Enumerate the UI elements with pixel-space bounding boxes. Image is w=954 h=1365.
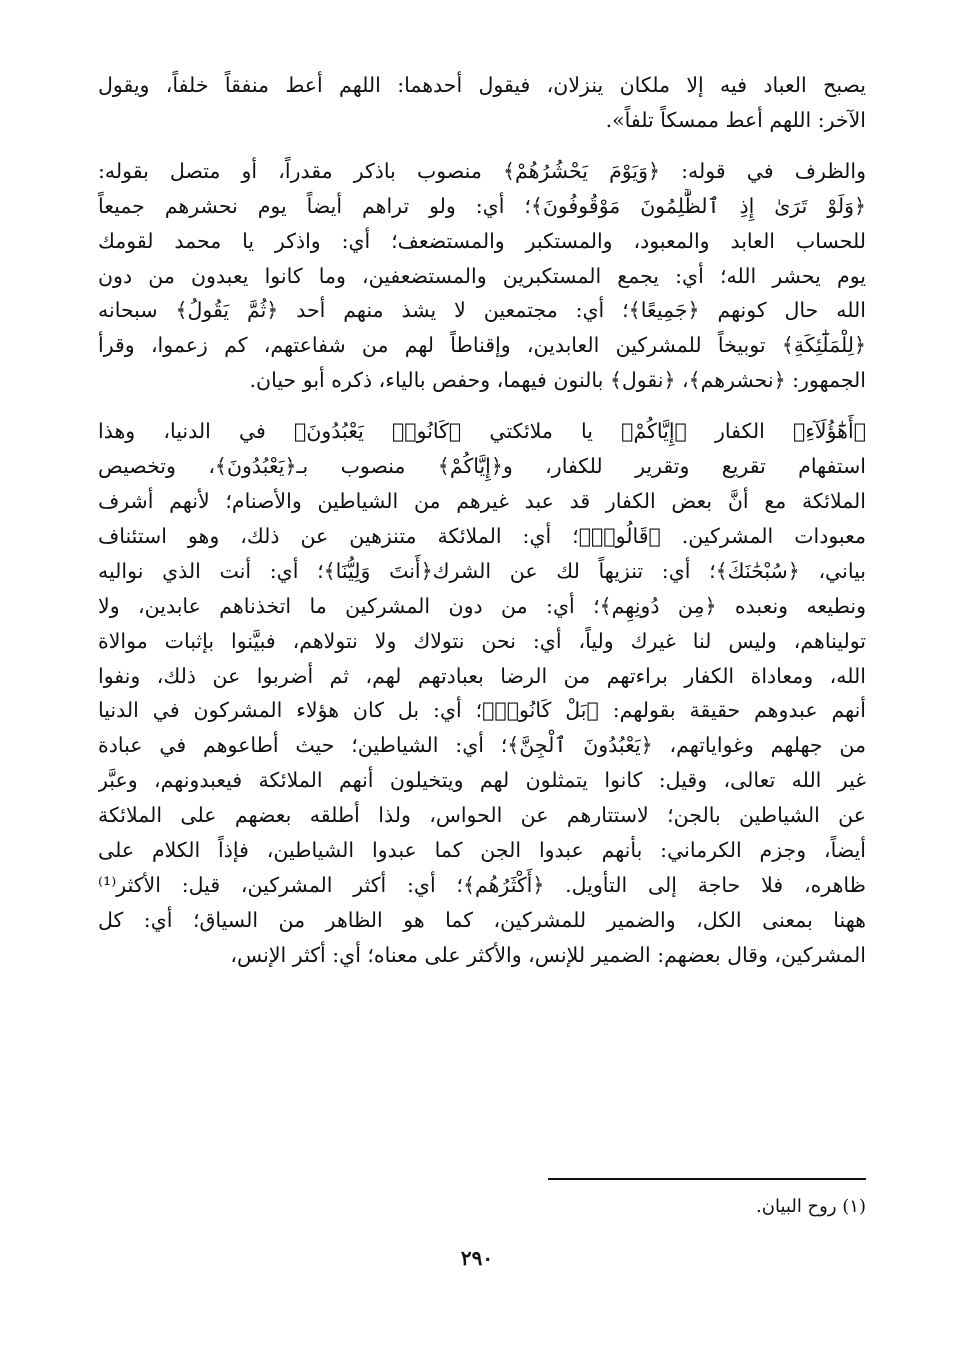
- text-line: ههنا بمعنى الكل، والضمير للمشركين، كما هو الظاهر من السياق؛ أي: كل: [98, 907, 866, 932]
- text-line: استفهام تقريع وتقرير للكفار، و﴿إِيَّاكُمْ﴾ منصوب بـ﴿يَعْبُدُونَ﴾، وتخصيص: [98, 454, 866, 479]
- text-line: يوم يحشر الله؛ أي: يجمع المستكبرين والمستضعفين، وما كانوا يعبدون من دون: [98, 263, 866, 288]
- text-line: ﴿أَهَٰٓؤُلَآءِ﴾ الكفار ﴿إِيَّاكُمْ﴾ يا ملائكتي ﴿كَانُوا۟ يَعْبُدُونَ﴾ في الدنيا، وهذا: [98, 419, 866, 444]
- text-line: غير الله تعالى، وقيل: كانوا يتمثلون لهم ويتخيلون أنهم الملائكة فيعبدونهم، وعبَّر: [98, 768, 866, 793]
- text-line: ظاهره، فلا حاجة إلى التأويل. ﴿أَكْثَرُهُم﴾؛ أي: أكثر المشركين، قيل: الأكثر⁽¹⁾: [98, 872, 866, 897]
- text-line: الجمهور: ﴿نحشرهم﴾، ﴿نقول﴾ بالنون فيهما، وحفص بالياء، ذكره أبو حيان.: [249, 368, 866, 393]
- text-line: يصبح العباد فيه إلا ملكان ينزلان، فيقول أحدهما: اللهم أعط منفقاً خلفاً، ويقول: [98, 73, 866, 97]
- paragraph: [98, 154, 866, 398]
- text-line: المشركين، وقال بعضهم: الضمير للإنس، والأكثر على معناه؛ أي: أكثر الإنس،: [230, 942, 866, 967]
- text-line: ﴿لِلْمَلَٰٓئِكَةِ﴾ توبيخاً للمشركين العابدين، وإقناطاً لهم من شفاعتهم، كم زعموا، وقرأ: [98, 333, 866, 358]
- text-line: الله، ومعاداة الكفار براءتهم من الرضا بعبادتهم لهم، ثم أضربوا عن ذلك، ونفوا: [98, 663, 866, 688]
- paragraph: [98, 68, 866, 138]
- text-line: والظرف في قوله: ﴿وَيَوْمَ يَحْشُرُهُمْ﴾ منصوب باذكر مقدراً، أو متصل بقوله:: [98, 158, 866, 183]
- text-line: للحساب العابد والمعبود، والمستكبر والمستضعف؛ أي: واذكر يا محمد لقومك: [98, 228, 866, 253]
- text-line: من جهلهم وغواياتهم، ﴿يَعْبُدُونَ ٱلْجِنَّ﴾؛ أي: الشياطين؛ حيث أطاعوهم في عبادة: [98, 733, 866, 758]
- footnote: (١) روح البيان.: [756, 1196, 866, 1217]
- footnote-divider: [548, 1178, 866, 1180]
- text-line: أيضاً، وجزم الكرماني: بأنهم عبدوا الجن كما عبدوا الشياطين، فإذاً الكلام على: [98, 838, 866, 863]
- text-line: الملائكة مع أنَّ بعض الكفار قد عبد غيرهم من الشياطين والأصنام؛ لأنهم أشرف: [98, 488, 866, 513]
- text-line: ﴿وَلَوْ تَرَىٰ إِذِ ٱلظَّٰلِمُونَ مَوْقُوفُونَ﴾؛ أي: ولو تراهم أيضاً يوم نحشرهم جميعاً: [98, 193, 866, 218]
- text-line: أنهم عبدوهم حقيقة بقولهم: ﴿بَلْ كَانُوا۟﴾؛ أي: بل كان هؤلاء المشركون في الدنيا: [98, 698, 866, 723]
- text-line: عن الشياطين بالجن؛ لاستتارهم عن الحواس، ولذا أطلقه بعضهم على الملائكة: [98, 803, 866, 828]
- text-line: معبودات المشركين. ﴿قَالُوا۟﴾؛ أي: الملائكة متنزهين عن ذلك، وهو استئناف: [98, 523, 866, 548]
- main-text: [98, 68, 866, 973]
- paragraph: [98, 414, 866, 973]
- text-line: الله حال كونهم ﴿جَمِيعًا﴾؛ أي: مجتمعين لا يشذ منهم أحد ﴿ثُمَّ يَقُولُ﴾ سبحانه: [98, 298, 866, 323]
- text-line: ونطيعه ونعبده ﴿مِن دُونِهِم﴾؛ أي: من دون المشركين ما اتخذناهم عابدين، ولا: [98, 593, 866, 618]
- page-number: ٢٩٠: [460, 1246, 494, 1270]
- text-line: الآخر: اللهم أعط ممسكاً تلفاً».: [605, 107, 866, 132]
- text-line: بياني، ﴿سُبْحَٰنَكَ﴾؛ أي: تنزيهاً لك عن الشرك﴿أَنتَ وَلِيُّنَا﴾؛ أي: أنت الذي نواليه: [98, 558, 866, 583]
- text-line: توليناهم، وليس لنا غيرك ولياً، أي: نحن نتولاك ولا نتولاهم، فبيَّنوا بإثبات موالاة: [98, 628, 866, 653]
